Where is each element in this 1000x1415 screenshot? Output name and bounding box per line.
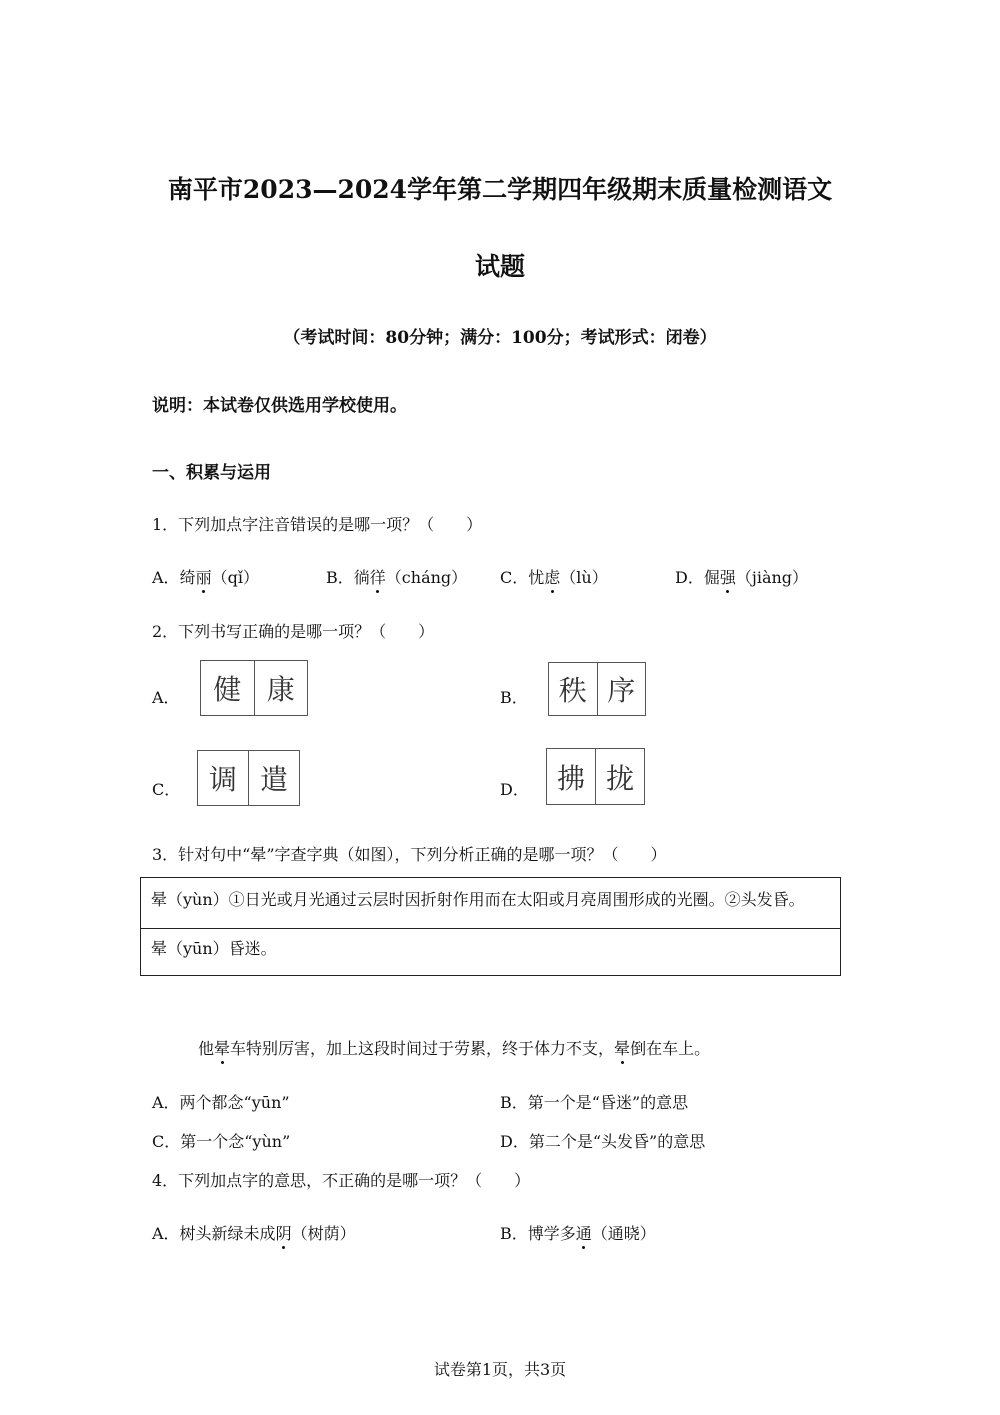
q4-option-a[interactable]: A．树头新绿未成阴（树荫） <box>152 1221 356 1244</box>
q3-sentence: 他晕车特别厉害，加上这段时间过于劳累，终于体力不支，晕倒在车上。 <box>198 1036 710 1059</box>
q3-option-b[interactable]: B．第一个是“昏迷”的意思 <box>500 1093 689 1112</box>
q3-option-c[interactable]: C．第一个念“yùn” <box>152 1132 291 1151</box>
page-title-line1: 南平市2023—2024学年第二学期四年级期末质量检测语文 <box>167 175 833 204</box>
q2-option-b-label[interactable]: B． <box>500 688 528 707</box>
q1-stem: 1．下列加点字注音错误的是哪一项？（ ） <box>152 515 483 534</box>
char-cell: 序 <box>597 663 646 715</box>
q3-stem: 3．针对句中“晕”字查字典（如图），下列分析正确的是哪一项？（ ） <box>152 845 667 864</box>
page-footer: 试卷第1页，共3页 <box>433 1360 567 1379</box>
q2-option-b-image[interactable] <box>548 662 646 716</box>
q2-option-a-label[interactable]: A． <box>152 688 180 707</box>
char-cell: 康 <box>254 661 308 715</box>
dictionary-entry-yun4: 晕（yùn）①日光或月光通过云层时因折射作用而在太阳或月亮周围形成的光圈。②头发昏。 <box>151 890 805 909</box>
q1-option-c[interactable]: C．忧虑（lù） <box>500 565 608 588</box>
section-heading: 一、积累与运用 <box>152 463 271 483</box>
char-cell: 调 <box>208 763 237 796</box>
page-title-line2: 试题 <box>474 252 525 281</box>
q2-option-c-label[interactable]: C． <box>152 780 181 799</box>
dictionary-entry-yun1: 晕（yūn）昏迷。 <box>141 928 840 975</box>
q3-option-a[interactable]: A．两个都念“yūn” <box>152 1093 290 1112</box>
q2-option-d-label[interactable]: D． <box>500 780 529 799</box>
note: 说明：本试卷仅供选用学校使用。 <box>152 396 407 416</box>
char-cell: 遣 <box>248 751 299 805</box>
q1-option-d[interactable]: D．倔强（jiàng） <box>675 565 808 588</box>
q2-stem: 2．下列书写正确的是哪一项？（ ） <box>152 622 435 641</box>
q4-option-b[interactable]: B．博学多通（通晓） <box>500 1221 656 1244</box>
q2-option-c-image[interactable] <box>197 750 300 806</box>
q1-option-a[interactable]: A．绮丽（qǐ） <box>152 565 259 588</box>
char-cell: 拂 <box>556 761 585 795</box>
char-cell: 拢 <box>595 749 644 804</box>
exam-info: （考试时间：80分钟；满分：100分；考试形式：闭卷） <box>283 328 717 348</box>
q2-option-a-image[interactable] <box>200 660 308 716</box>
q4-stem: 4．下列加点字的意思，不正确的是哪一项？（ ） <box>152 1171 531 1190</box>
char-cell: 秩 <box>558 674 587 707</box>
q3-option-d[interactable]: D．第二个是“头发昏”的意思 <box>500 1132 706 1151</box>
char-cell: 健 <box>213 673 242 706</box>
dictionary-table <box>140 877 841 976</box>
q2-option-d-image[interactable] <box>546 748 645 805</box>
q1-option-b[interactable]: B．徜徉（cháng） <box>326 565 467 588</box>
